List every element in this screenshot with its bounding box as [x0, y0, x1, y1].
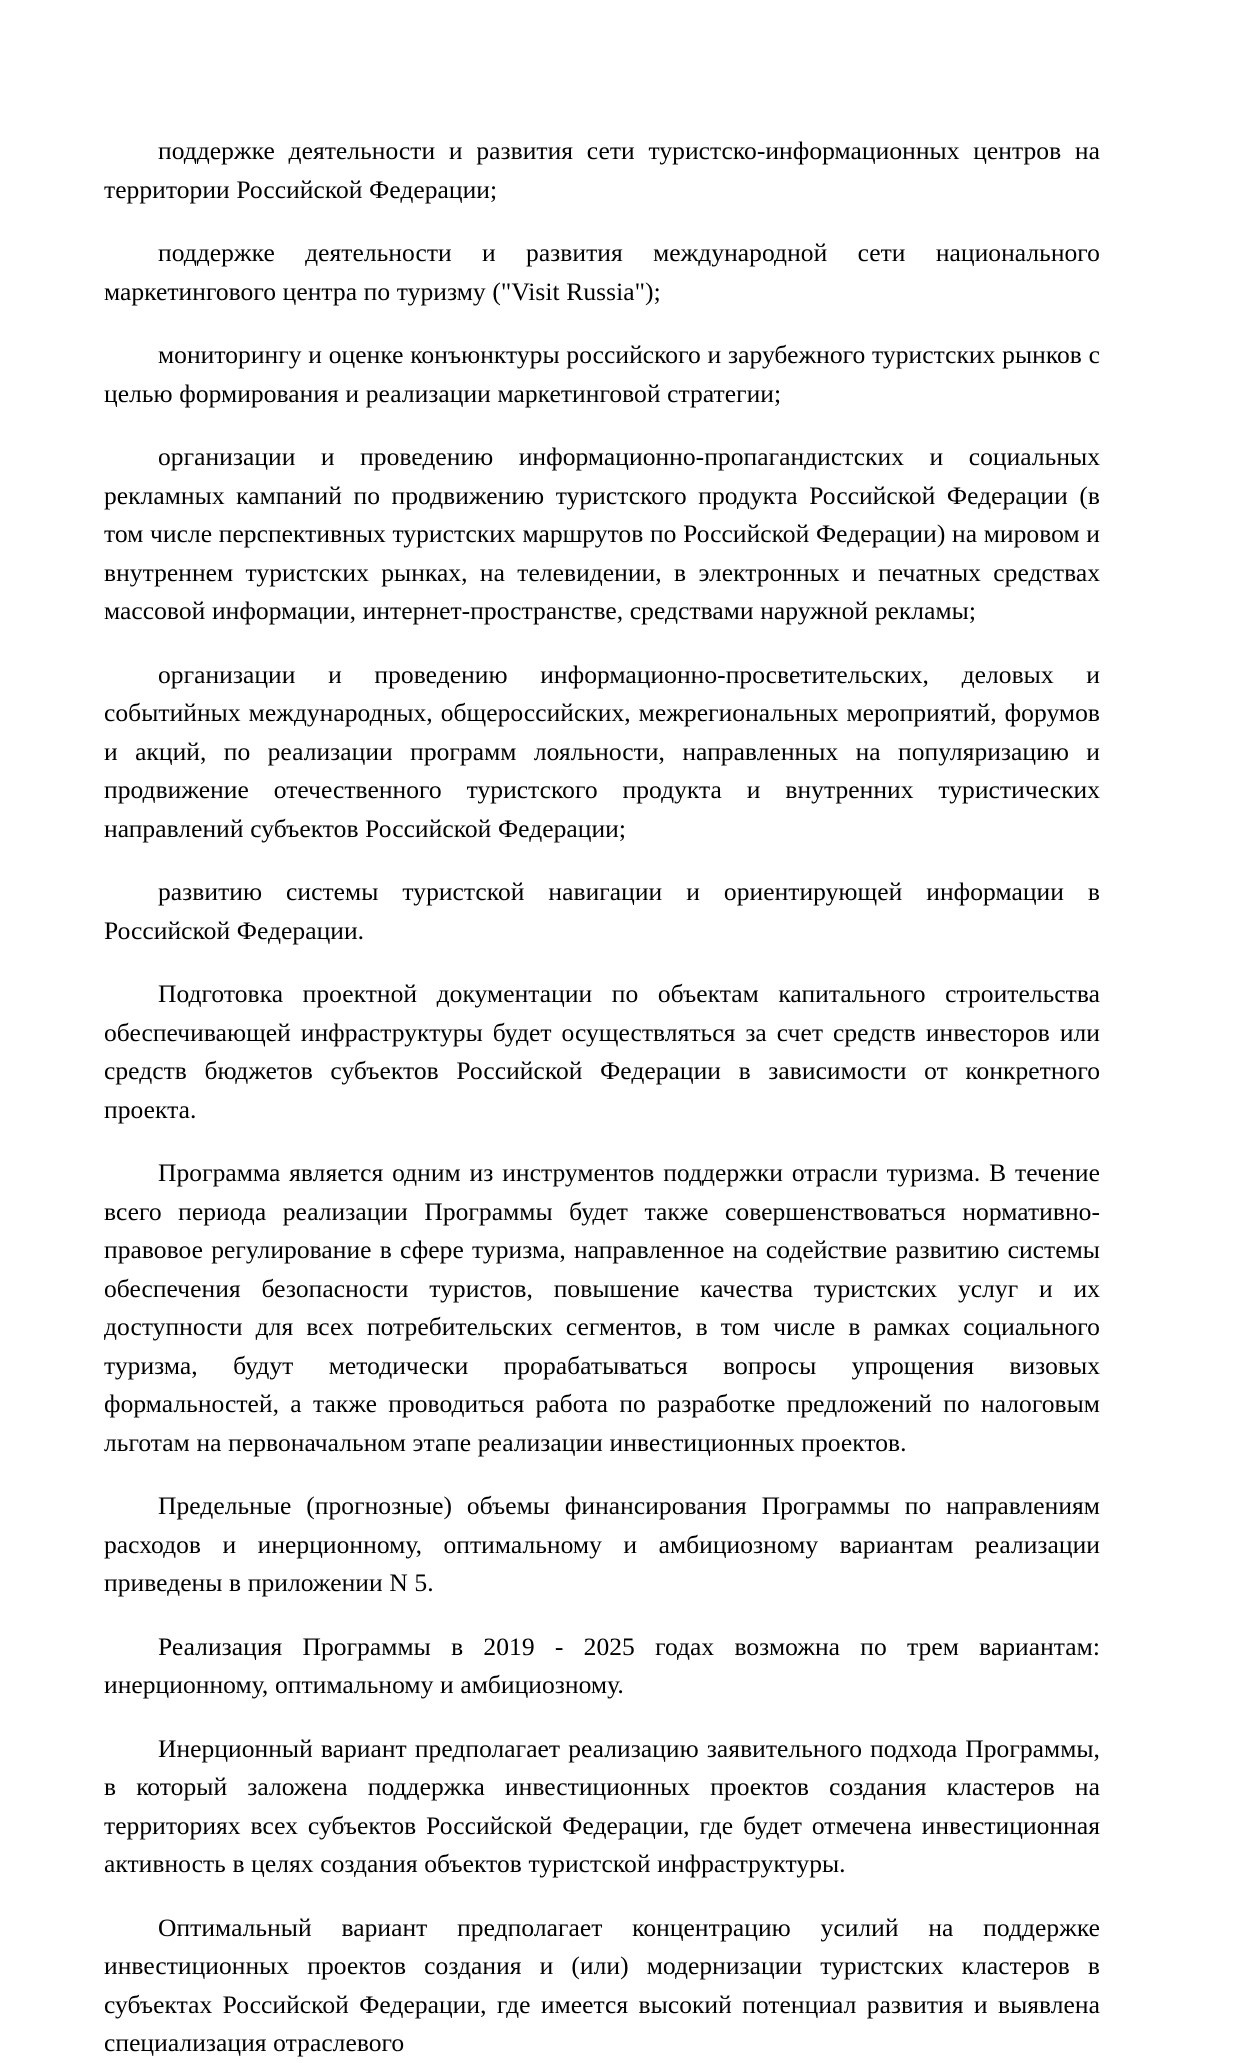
paragraph-design-documentation: Подготовка проектной документации по объектам капитального строительства обеспечивающей инфраструктуры будет осуществляться за счет средств инвесторов или средств бюджетов субъектов Российской Федерации в зависимости от конкретного проекта. [104, 979, 1100, 1124]
paragraph-navigation: развитию системы туристской навигации и ориентирующей информации в Российской Федерации. [104, 877, 1100, 945]
paragraph-ad-campaigns: организации и проведению информационно-пропагандистских и социальных рекламных кампаний по продвижению туристского продукта Российской Федерации (в том числе перспективных туристских маршрутов по Российской Федерации) на мировом и внутреннем туристских рынках, на телевидении, в электронных и печатных средствах массовой информации, интернет-пространстве, средствами наружной рекламы; [104, 442, 1100, 625]
paragraph-visit-russia: поддержке деятельности и развития международной сети национального маркетингового центра по туризму ("Visit Russia"); [104, 238, 1100, 306]
paragraph-three-variants: Реализация Программы в 2019 - 2025 годах возможна по трем вариантам: инерционному, оптимальному и амбициозному. [104, 1631, 1100, 1699]
paragraph-optimal-variant: Оптимальный вариант предполагает концентрацию усилий на поддержке инвестиционных проектов создания и (или) модернизации туристских кластеров в субъектах Российской Федерации, где имеется высокий потенциал развития и выявлена специализация отраслевого [104, 1912, 1100, 2057]
paragraph-events: организации и проведению информационно-просветительских, деловых и событийных международных, общероссийских, межрегиональных мероприятий, форумов и акций, по реализации программ лояльности, направленных на популяризацию и продвижение отечественного туристского продукта и внутренних туристических направлений субъектов Российской Федерации; [104, 659, 1100, 843]
paragraph-tic-network: поддержке деятельности и развития сети туристско-информационных центров на территории Российской Федерации; [104, 136, 1100, 204]
paragraph-program-instrument: Программа является одним из инструментов поддержки отрасли туризма. В течение всего периода реализации Программы будет также совершенствоваться нормативно-правовое регулирование в сфере туризма, направленное на содействие развитию системы обеспечения безопасности туристов, повышение качества туристских услуг и их доступности для всех потребительских сегментов, в том числе в рамках социального туризма, будут методически прорабатываться вопросы упрощения визовых формальностей, а также проводиться работа по разработке предложений по налоговым льготам на первоначальном этапе реализации инвестиционных проектов. [104, 1158, 1100, 1457]
document-text-body [104, 132, 1100, 2063]
paragraph-inertial-variant: Инерционный вариант предполагает реализацию заявительного подхода Программы, в который заложена поддержка инвестиционных проектов создания кластеров на территориях всех субъектов Российской Федерации, где будет отмечена инвестиционная активность в целях создания объектов туристской инфраструктуры. [104, 1733, 1100, 1878]
paragraph-market-monitoring: мониторингу и оценке конъюнктуры российского и зарубежного туристских рынков с целью формирования и реализации маркетинговой стратегии; [104, 340, 1100, 408]
paragraph-funding-limits: Предельные (прогнозные) объемы финансирования Программы по направлениям расходов и инерционному, оптимальному и амбициозному вариантам реализации приведены в приложении N 5. [104, 1491, 1100, 1597]
